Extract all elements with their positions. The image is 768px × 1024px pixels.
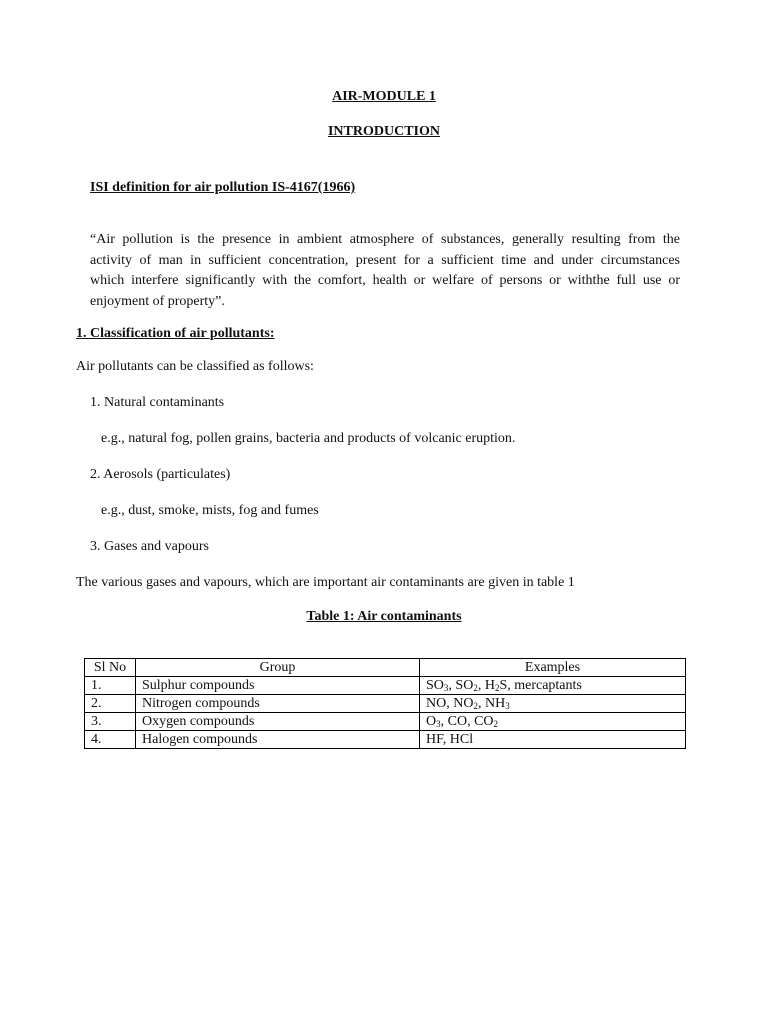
formula-text: S, mercaptants bbox=[499, 678, 582, 693]
list-item-example: e.g., natural fog, pollen grains, bacteria and products of volcanic eruption. bbox=[101, 431, 516, 446]
cell-examples bbox=[420, 713, 686, 731]
cell-examples bbox=[420, 731, 686, 749]
formula-text: NO, NO bbox=[426, 696, 474, 711]
formula-text: , SO bbox=[448, 678, 474, 693]
table-row bbox=[85, 677, 686, 695]
formula-subscript: 3 bbox=[443, 683, 449, 693]
cell-group: Nitrogen compounds bbox=[136, 695, 420, 713]
section-title: INTRODUCTION bbox=[327, 124, 440, 139]
list-item-label: 2. Aerosols (particulates) bbox=[90, 467, 231, 482]
cell-sl-no: 1. bbox=[85, 677, 136, 695]
formula-text: , NH bbox=[477, 696, 506, 711]
definition-line: enjoyment of property”. bbox=[90, 293, 225, 309]
cell-group: Halogen compounds bbox=[136, 731, 420, 749]
classification-heading: 1. Classification of air pollutants: bbox=[76, 326, 275, 341]
header-group: Group bbox=[136, 659, 420, 677]
contaminants-table bbox=[84, 658, 686, 749]
header-sl-no: Sl No bbox=[85, 659, 136, 677]
table-intro: The various gases and vapours, which are important air contaminants are given in table 1 bbox=[76, 575, 575, 590]
definition-heading: ISI definition for air pollution IS-4167(1966) bbox=[90, 180, 356, 195]
table-row bbox=[85, 713, 686, 731]
table-row bbox=[85, 731, 686, 749]
definition-line: activity of man in sufficient concentration, present for a sufficient time and under circumstances bbox=[90, 252, 680, 268]
cell-examples bbox=[420, 677, 686, 695]
cell-group: Oxygen compounds bbox=[136, 713, 420, 731]
formula-text: SO bbox=[426, 678, 444, 693]
cell-sl-no: 2. bbox=[85, 695, 136, 713]
table-header-row bbox=[85, 659, 686, 677]
header-examples: Examples bbox=[420, 659, 686, 677]
list-item-example: e.g., dust, smoke, mists, fog and fumes bbox=[101, 503, 319, 518]
formula-text: O bbox=[426, 714, 437, 729]
formula-text: HF, HCl bbox=[426, 732, 474, 747]
table-row bbox=[85, 695, 686, 713]
formula-subscript: 2 bbox=[494, 683, 500, 693]
formula-text: , CO, CO bbox=[440, 714, 494, 729]
formula-text: , H bbox=[477, 678, 495, 693]
list-item-label: 1. Natural contaminants bbox=[90, 395, 225, 410]
definition-line: which interfere significantly with the comfort, health or welfare of persons or withthe full use or bbox=[90, 273, 680, 288]
definition-line: “Air pollution is the presence in ambient atmosphere of substances, generally resulting from the bbox=[90, 232, 680, 247]
cell-examples bbox=[420, 695, 686, 713]
cell-sl-no: 4. bbox=[85, 731, 136, 749]
formula-subscript: 3 bbox=[436, 719, 441, 729]
list-item-label: 3. Gases and vapours bbox=[90, 539, 209, 554]
formula-subscript: 2 bbox=[473, 701, 478, 711]
classification-intro: Air pollutants can be classified as follows: bbox=[76, 359, 314, 374]
table-title: Table 1: Air contaminants bbox=[306, 609, 462, 624]
formula-subscript: 2 bbox=[473, 683, 478, 693]
cell-sl-no: 3. bbox=[85, 713, 136, 731]
formula-subscript: 3 bbox=[505, 701, 510, 711]
cell-group: Sulphur compounds bbox=[136, 677, 420, 695]
formula-subscript: 2 bbox=[493, 719, 499, 729]
definition-quote bbox=[90, 230, 680, 312]
module-title: AIR-MODULE 1 bbox=[332, 89, 436, 104]
